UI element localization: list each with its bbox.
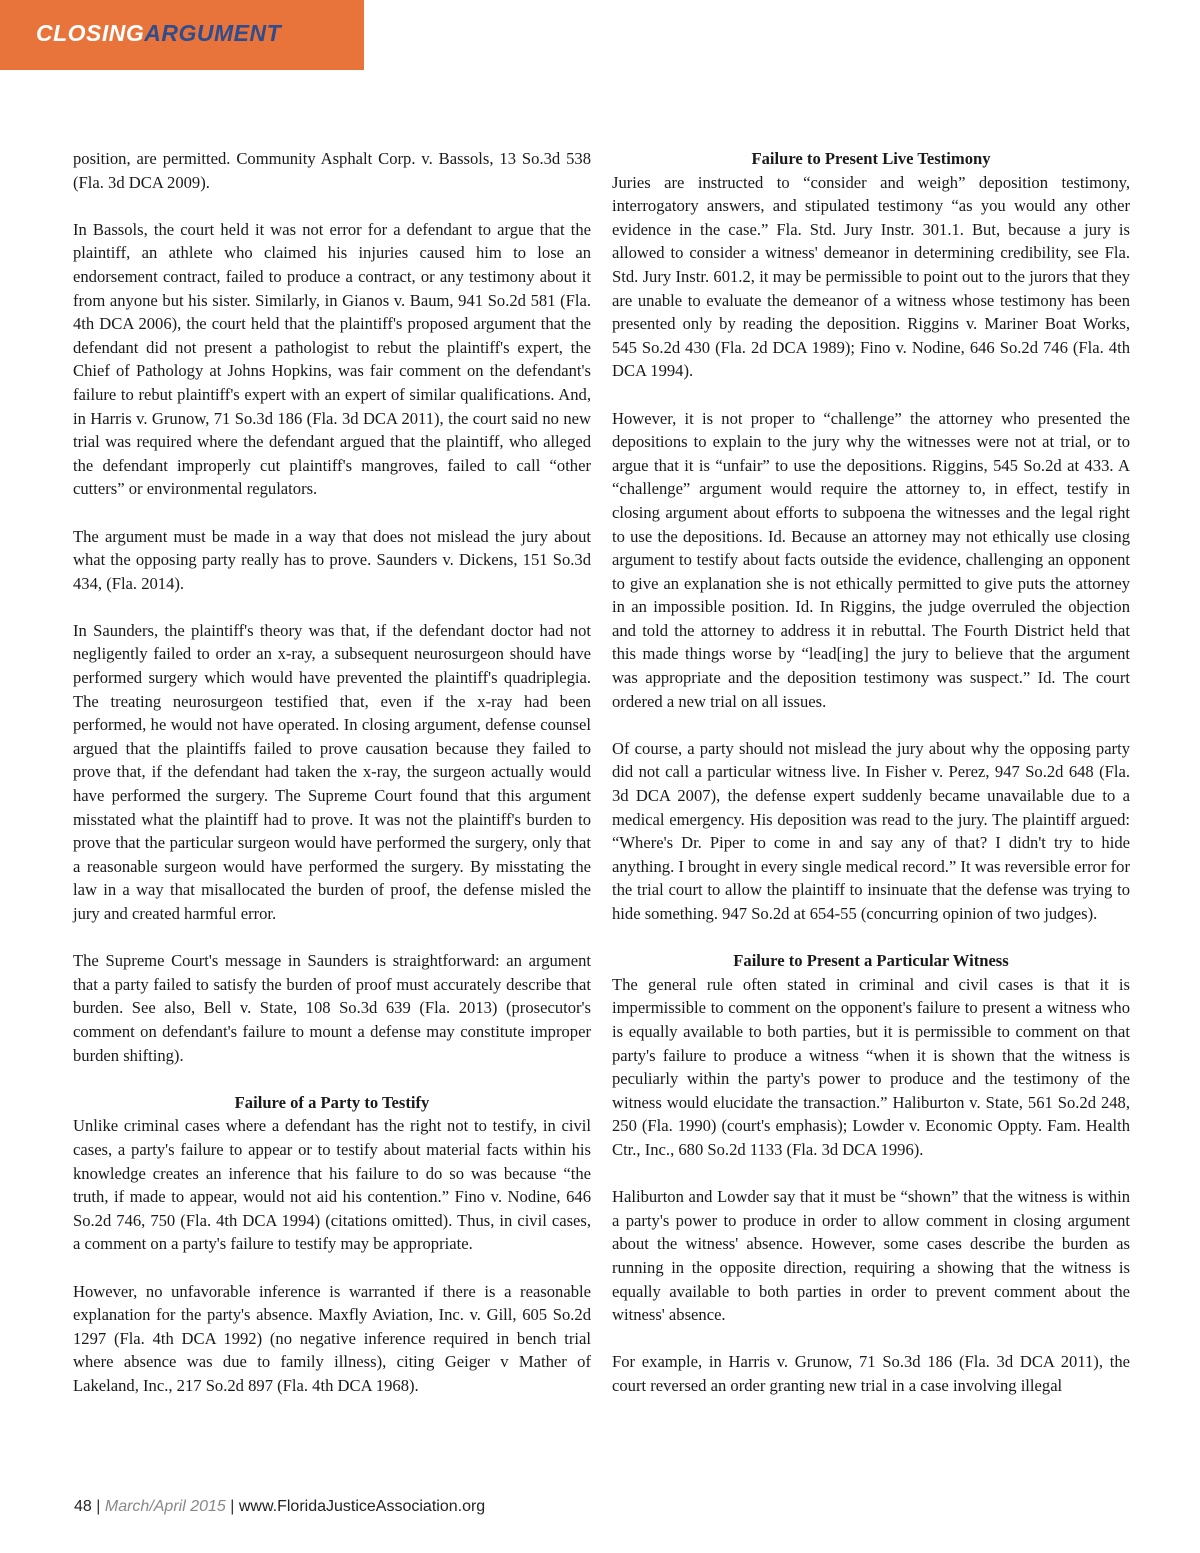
paragraph: The argument must be made in a way that does not mislead the jury about what the opposing party really has to prove. Saunders v. Dickens, 151 So.3d 434, (Fla. 2014). (73, 526, 591, 593)
section-title-part2: ARGUMENT (144, 20, 282, 46)
right-column (612, 147, 1130, 1421)
paragraph: The general rule often stated in criminal and civil cases is that it is impermissible to comment on the opponent's failure to present a witness who is equally available to both parties, but it is permissible to comment on that party's failure to produce a witness “when it is shown that the witness is peculiarly within the party's power to produce and the testimony of the witness would elucidate the transaction.” Haliburton v. State, 561 So.2d 248, 250 (Fla. 1990) (court's emphasis); Lowder v. Economic Oppty. Fam. Health Ctr., Inc., 680 So.2d 1133 (Fla. 3d DCA 1996). (612, 974, 1130, 1159)
section-heading: Failure to Present a Particular Witness (733, 951, 1009, 971)
paragraph: However, it is not proper to “challenge” the attorney who presented the depositions to explain to the jury why the witnesses were not at trial, or to argue that it is “unfair” to use the depositions. Riggins, 545 So.2d at 433. A “challenge” argument would require the attorney to, in effect, testify in closing argument about efforts to subpoena the witnesses and the legal right to use the depositions. Id. Because an attorney may not ethically use closing argument to testify about facts outside the evidence, challenging an opponent to give an explanation she is not ethically permitted to give puts the attorney in an impossible position. Id. In Riggins, the judge overruled the objection and told the attorney to address it in rebuttal. The Fourth District held that this made things worse by “lead[ing] the jury to believe that the argument was appropriate and the deposition testimony was suspect.” Id. The court ordered a new trial on all issues. (612, 408, 1130, 711)
section-header-tab (0, 0, 364, 70)
paragraph: position, are permitted. Community Asphalt Corp. v. Bassols, 13 So.3d 538 (Fla. 3d DCA 2009). (73, 149, 591, 192)
footer-separator: | (230, 1498, 235, 1515)
paragraph: Juries are instructed to “consider and weigh” deposition testimony, interrogatory answers, and stipulated testimony “as you would any other evidence in the case.” Fla. Std. Jury Instr. 301.1. But, because a jury is allowed to consider a witness' demeanor in determining credibility, see Fla. Std. Jury Instr. 601.2, it may be permissible to point out to the jurors that they are unable to evaluate the demeanor of a witness whose testimony has been presented only by reading the deposition. Riggins v. Mariner Boat Works, 545 So.2d 430 (Fla. 2d DCA 1989); Fino v. Nodine, 646 So.2d 746 (Fla. 4th DCA 1994). (612, 172, 1130, 381)
section-heading: Failure of a Party to Testify (234, 1092, 430, 1112)
paragraph: The Supreme Court's message in Saunders is straightforward: an argument that a party failed to satisfy the burden of proof must accurately describe that burden. See also, Bell v. State, 108 So.3d 639 (Fla. 2013) (prosecutor's comment on defendant's failure to mount a defense may constitute improper burden shifting). (73, 951, 591, 1065)
footer-separator: | (96, 1498, 101, 1515)
left-column (73, 147, 591, 1421)
paragraph: In Bassols, the court held it was not error for a defendant to argue that the plaintiff, an athlete who claimed his injuries caused him to lose an endorsement contract, failed to produce a contract, or any testimony about it from anyone but his sister. Similarly, in Gianos v. Baum, 941 So.2d 581 (Fla. 4th DCA 2006), the court held that the plaintiff's proposed argument that the defendant did not present a pathologist to rebut the plaintiff's expert, the Chief of Pathology at Johns Hopkins, was fair comment on the defendant's failure to rebut plaintiff's expert with an expert of similar qualifications. And, in Harris v. Grunow, 71 So.3d 186 (Fla. 3d DCA 2011), the court said no new trial was required where the defendant argued that the plaintiff, who alleged the defendant improperly cut plaintiff's mangroves, failed to call “other cutters” or environmental regulators. (73, 219, 591, 499)
paragraph: However, no unfavorable inference is warranted if there is a reasonable explanation for the party's absence. Maxfly Aviation, Inc. v. Gill, 605 So.2d 1297 (Fla. 4th DCA 1992) (no negative inference required in bench trial where absence was due to family illness), citing Geiger v Mather of Lakeland, Inc., 217 So.2d 897 (Fla. 4th DCA 1968). (73, 1281, 591, 1395)
issue-date: March/April 2015 (104, 1498, 226, 1515)
paragraph: Haliburton and Lowder say that it must be “shown” that the witness is within a party's power to produce in order to allow comment in closing argument about the witness' absence. However, some cases describe the burden as running in the opposite direction, requiring a showing that the witness is equally available to both parties in order to prevent comment about the witness' absence. (612, 1187, 1130, 1325)
section-heading: Failure to Present Live Testimony (751, 149, 991, 168)
section-title-part1: CLOSING (36, 20, 145, 46)
section-title (36, 20, 281, 47)
paragraph: Unlike criminal cases where a defendant has the right not to testify, in civil cases, a party's failure to appear or to testify about material facts within his knowledge creates an inference that his failure to do so was because “the truth, if made to appear, would not aid his contention.” Fino v. Nodine, 646 So.2d 746, 750 (Fla. 4th DCA 1994) (citations omitted). Thus, in civil cases, a comment on a party's failure to testify may be appropriate. (73, 1116, 591, 1254)
paragraph: In Saunders, the plaintiff's theory was that, if the defendant doctor had not negligently failed to order an x-ray, a subsequent neurosurgeon should have performed surgery which would have prevented the plaintiff's quadriplegia. The treating neurosurgeon testified that, even if the x-ray had been performed, he would not have operated. In closing argument, defense counsel argued that the plaintiffs failed to prove causation because they failed to prove that, if the defendant had taken the x-ray, the surgeon actually would have performed the surgery. The Supreme Court found that this argument misstated what the plaintiff had to prove. It was not the plaintiff's burden to prove that the particular surgeon would have performed the surgery, only that a reasonable surgeon would have performed the surgery. By misstating the law in a way that misallocated the burden of proof, the defense misled the jury and created harmful error. (73, 620, 591, 923)
page-footer (74, 1498, 485, 1516)
website-link[interactable]: www.FloridaJusticeAssociation.org (238, 1498, 486, 1515)
page-number: 48 (74, 1498, 92, 1515)
paragraph: Of course, a party should not mislead the jury about why the opposing party did not call a particular witness live. In Fisher v. Perez, 947 So.2d 648 (Fla. 3d DCA 2007), the defense expert suddenly became unavailable due to a medical emergency. His deposition was read to the jury. The plaintiff argued: “Where's Dr. Piper to come in and say any of that? I didn't try to hide anything. I brought in every single medical record.” It was reversible error for the trial court to allow the plaintiff to insinuate that the defense was trying to hide something. 947 So.2d at 654-55 (concurring opinion of two judges). (612, 738, 1130, 923)
paragraph: For example, in Harris v. Grunow, 71 So.3d 186 (Fla. 3d DCA 2011), the court reversed an order granting new trial in a case involving illegal (612, 1352, 1130, 1395)
